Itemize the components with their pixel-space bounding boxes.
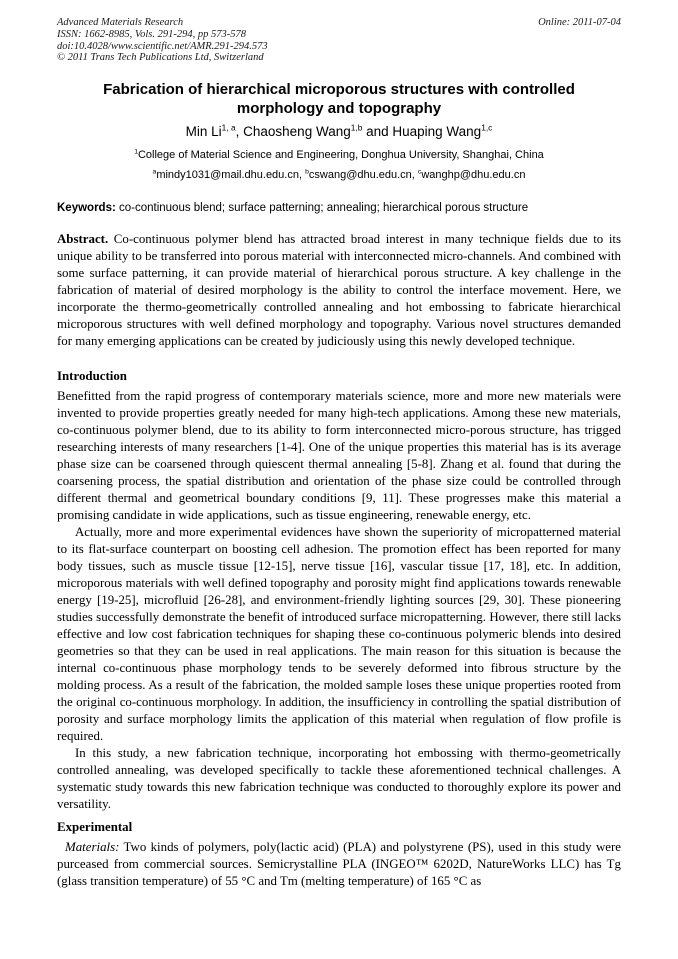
author-name: Huaping Wang <box>392 124 482 140</box>
email-superscript: b <box>305 168 309 176</box>
email-superscript: c <box>417 168 422 176</box>
author-superscript: 1, a <box>221 122 236 133</box>
online-date: Online: 2011-07-04 <box>538 17 621 28</box>
journal-header <box>57 17 621 64</box>
authors-line <box>57 124 621 139</box>
author-name: Chaosheng Wang <box>243 124 351 140</box>
doi-line: doi:10.4028/www.scientific.net/AMR.291-294.573 <box>57 40 268 52</box>
keywords-text: co-continuous blend; surface patterning; annealing; hierarchical porous structure <box>115 202 529 215</box>
intro-paragraph-3: In this study, a new fabrication technique, incorporating hot embossing with thermo-geometrically controlled annealing, was developed specifically to tackle these aforementioned technical challenges. A systematic study towards this new fabrication technique was conducted to thoroughly explore its power and versatility. <box>57 746 621 812</box>
emails-line <box>57 169 621 181</box>
intro-paragraph-1: Benefitted from the rapid progress of contemporary materials science, more and more new materials were invented to provide properties greatly needed for many high-tech applications. Among these new materials, co-continuous polymer blend, due to its ability to form interconnected micro-porous structure, has trigged researching interests of many researchers [1-4]. One of the unique properties this material has is its average phase size can be coarsened through quiescent thermal annealing [5-8]. Zhang et al. found that during the coarsening process, the spatial distribution and orientation of the phase size could be controlled through different thermal and geometrical boundary conditions [9, 11]. These progresses make this material a promising candidate in wide applications, such as tissue engineering, renewable energy, etc. <box>57 389 621 523</box>
email-superscript: a <box>152 168 157 176</box>
affiliation-text: College of Material Science and Engineering, Donghua University, Shanghai, China <box>137 149 544 162</box>
author-name: Min Li <box>185 124 222 140</box>
paper-title: Fabrication of hierarchical microporous structures with controlled morphology and topography <box>103 81 575 117</box>
abstract-text: Co-continuous polymer blend has attracted broad interest in many technique fields due to its unique ability to be transferred into porous material with interconnected micro-channels. And combined with some surface patterning, it can provide material of hierarchical porous structure. A key challenge in the fabrication of material of desired morphology is the ability to control the interface movement. Here, we incorporate the thermo-geometrically controlled annealing and hot embossing to fabricate hierarchical microporous structures with well defined morphology and topography. Various novel structures demanded for many emerging applications can be created by judiciously using this newly developed technique. <box>57 232 621 349</box>
author-separator: , <box>235 124 244 140</box>
issn-line: ISSN: 1662-8985, Vols. 291-294, pp 573-578 <box>57 28 246 40</box>
affiliation-line <box>57 149 621 161</box>
experimental-heading: Experimental <box>57 820 133 835</box>
email-text: mindy1031@mail.dhu.edu.cn, <box>156 169 306 182</box>
introduction-heading: Introduction <box>57 369 127 384</box>
copyright-line: © 2011 Trans Tech Publications Ltd, Switzerland <box>57 52 264 64</box>
author-superscript: 1,b <box>350 122 363 133</box>
abstract-paragraph <box>57 231 621 350</box>
materials-label: Materials: <box>65 840 120 855</box>
keywords-label: Keywords: <box>57 202 116 215</box>
author-separator: and <box>362 124 393 140</box>
author-superscript: 1,c <box>481 122 493 133</box>
keywords-line <box>57 202 621 214</box>
abstract-label: Abstract. <box>57 232 109 247</box>
affiliation-superscript: 1 <box>134 148 138 156</box>
intro-paragraph-2: Actually, more and more experimental evidences have shown the superiority of micropatterned material to its flat-surface counterpart on boosting cell adhesion. The promotion effect has been reported for many body tissues, such as muscle tissue [12-15], nerve tissue [16], vascular tissue [17, 18], etc. In addition, microporous materials with well defined topography and porosity might find applications towards renewable energy [19-25], microfluid [26-28], and environment-friendly lighting sources [29, 30]. These pioneering studies successfully demonstrate the benefit of introduced surface micropatterning. However, there still lacks effective and low cost fabrication techniques for shaping these co-continuous polymeric blends into desired geometries so that they can be used in real applications. The main reason for this situation is because the internal co-continuous phase morphology tends to be severely deformed into fibrous structure by the molding process. As a result of the fabrication, the molded sample loses these unique properties rooted from the original co-continuous morphology. In addition, the insufficiency in controlling the spatial distribution of porosity and surface morphology limits the application of this material when regulation of flow profile is required. <box>57 525 621 744</box>
email-text: cswang@dhu.edu.cn, <box>308 169 418 182</box>
materials-paragraph <box>57 839 621 890</box>
materials-text: Two kinds of polymers, poly(lactic acid) (PLA) and polystyrene (PS), used in this study were purceased from commercial sources. Semicrystalline PLA (INGEO™ 6202D, NatureWorks LLC) has Tg (glass transition temperature) of 55 °C and Tm (melting temperature) of 165 °C as <box>57 840 621 889</box>
email-text: wanghp@dhu.edu.cn <box>421 169 526 182</box>
journal-name: Advanced Materials Research <box>57 17 184 28</box>
